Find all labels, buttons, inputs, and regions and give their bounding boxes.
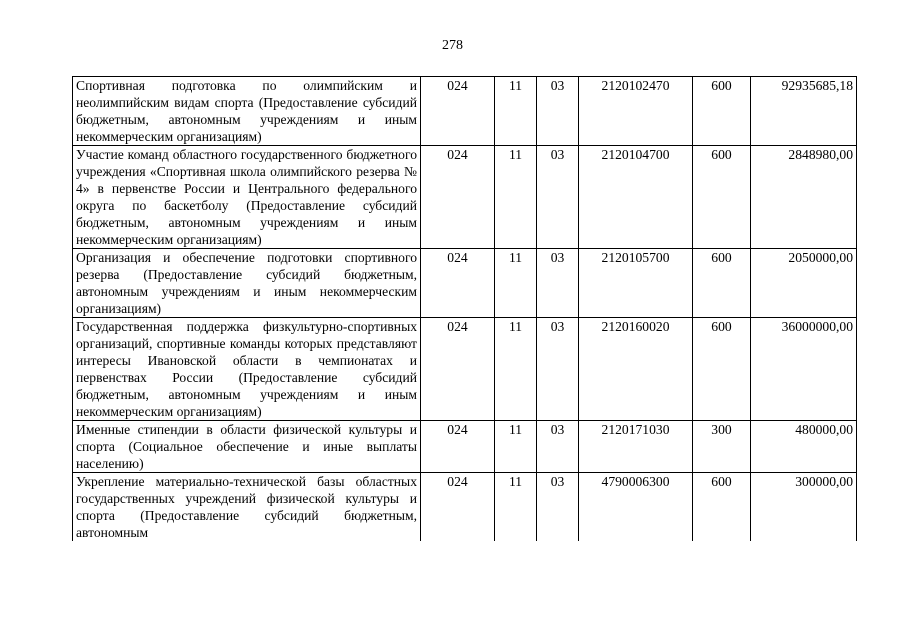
row-expense-type: 600 bbox=[693, 146, 751, 249]
row-section: 11 bbox=[495, 473, 537, 542]
row-expense-type: 600 bbox=[693, 473, 751, 542]
table-row bbox=[73, 146, 857, 249]
row-target: 2120102470 bbox=[579, 77, 693, 146]
row-grbs: 024 bbox=[421, 318, 495, 421]
row-amount: 480000,00 bbox=[751, 421, 857, 473]
row-name: Организация и обеспечение подготовки спортивного резерва (Предоставление субсидий бюджетным, автономным учреждениям и иным некоммерческим организациям) bbox=[73, 249, 421, 318]
table-row bbox=[73, 318, 857, 421]
row-section: 11 bbox=[495, 421, 537, 473]
table-row bbox=[73, 249, 857, 318]
row-expense-type: 600 bbox=[693, 77, 751, 146]
row-grbs: 024 bbox=[421, 421, 495, 473]
row-target: 2120105700 bbox=[579, 249, 693, 318]
row-section: 11 bbox=[495, 249, 537, 318]
row-amount: 36000000,00 bbox=[751, 318, 857, 421]
table-row bbox=[73, 77, 857, 146]
row-grbs: 024 bbox=[421, 249, 495, 318]
row-section: 11 bbox=[495, 146, 537, 249]
row-expense-type: 300 bbox=[693, 421, 751, 473]
row-subsection: 03 bbox=[537, 421, 579, 473]
row-name: Именные стипендии в области физической культуры и спорта (Социальное обеспечение и иные выплаты населению) bbox=[73, 421, 421, 473]
row-grbs: 024 bbox=[421, 77, 495, 146]
row-section: 11 bbox=[495, 77, 537, 146]
row-grbs: 024 bbox=[421, 146, 495, 249]
row-target: 2120104700 bbox=[579, 146, 693, 249]
table-row bbox=[73, 473, 857, 542]
row-target: 4790006300 bbox=[579, 473, 693, 542]
row-subsection: 03 bbox=[537, 473, 579, 542]
budget-table bbox=[72, 76, 857, 541]
row-expense-type: 600 bbox=[693, 318, 751, 421]
table-row bbox=[73, 421, 857, 473]
row-expense-type: 600 bbox=[693, 249, 751, 318]
row-amount: 300000,00 bbox=[751, 473, 857, 542]
row-subsection: 03 bbox=[537, 146, 579, 249]
row-subsection: 03 bbox=[537, 318, 579, 421]
row-subsection: 03 bbox=[537, 77, 579, 146]
row-amount: 2848980,00 bbox=[751, 146, 857, 249]
row-name: Спортивная подготовка по олимпийским и неолимпийским видам спорта (Предоставление субсидий бюджетным, автономным учреждениям и иным некоммерческим организациям) bbox=[73, 77, 421, 146]
row-amount: 92935685,18 bbox=[751, 77, 857, 146]
row-name: Участие команд областного государственного бюджетного учреждения «Спортивная школа олимпийского резерва № 4» в первенстве России и Центрального федерального округа по баскетболу (Предоставление субсидий бюджетным, автономным учреждениям и иным некоммерческим организациям) bbox=[73, 146, 421, 249]
row-target: 2120171030 bbox=[579, 421, 693, 473]
row-subsection: 03 bbox=[537, 249, 579, 318]
row-grbs: 024 bbox=[421, 473, 495, 542]
row-target: 2120160020 bbox=[579, 318, 693, 421]
row-name: Укрепление материально-технической базы областных государственных учреждений физической культуры и спорта (Предоставление субсидий бюджетным, автономным bbox=[73, 473, 421, 542]
page-number: 278 bbox=[442, 38, 463, 53]
row-amount: 2050000,00 bbox=[751, 249, 857, 318]
row-name: Государственная поддержка физкультурно-спортивных организаций, спортивные команды которых представляют интересы Ивановской области в чемпионатах и первенствах России (Предоставление субсидий бюджетным, автономным учреждениям и иным некоммерческим организациям) bbox=[73, 318, 421, 421]
row-section: 11 bbox=[495, 318, 537, 421]
